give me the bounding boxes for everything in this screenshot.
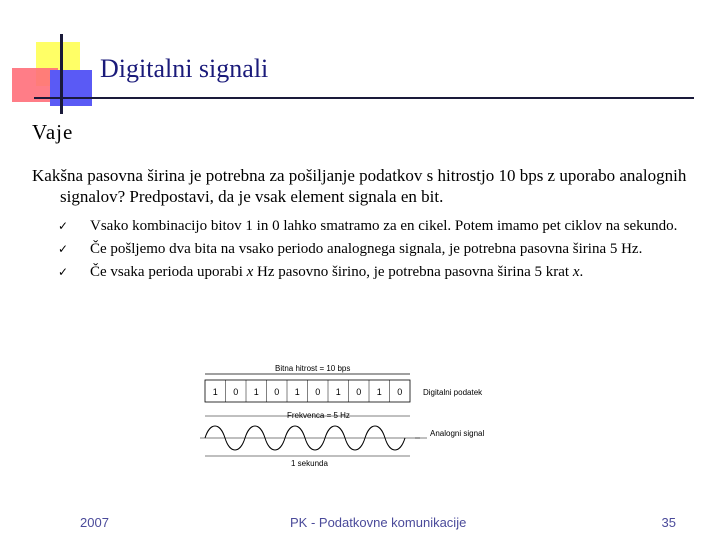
variable-x: x	[572, 264, 580, 280]
slide-title: Digitalni signali	[100, 54, 269, 83]
bullet-text: Vsako kombinacijo bitov 1 in 0 lahko smatramo za en cikel. Potem imamo pet ciklov na sekundo.	[90, 218, 678, 234]
list-item	[58, 261, 680, 284]
bullet-text: Če pošljemo dva bita na vsako periodo analognega signala, je potrebna pasovna širina 5 Hz.	[90, 241, 643, 257]
bullet-text-before: Če vsaka perioda uporabi	[90, 264, 247, 280]
slide-subtitle: Vaje	[32, 120, 74, 144]
digital-data-label: Digitalni podatek	[423, 388, 483, 397]
footer-course: PK - Podatkovne komunikacije	[290, 515, 467, 530]
footer-page: 35	[661, 515, 676, 530]
bit-value: 1	[212, 387, 218, 397]
bit-value: 0	[315, 387, 321, 397]
answer-list	[58, 215, 680, 284]
bit-value: 1	[335, 387, 341, 397]
bit-value: 0	[233, 387, 239, 397]
bit-value: 1	[294, 387, 300, 397]
checkmark-icon: ✓	[58, 242, 69, 256]
checkmark-icon: ✓	[58, 219, 69, 233]
bit-value: 0	[397, 387, 403, 397]
title-divider	[34, 97, 694, 99]
list-item	[58, 238, 680, 261]
frequency-label: Frekvenca = 5 Hz	[287, 411, 350, 420]
bit-value: 1	[376, 387, 382, 397]
logo-vertical-line	[60, 34, 63, 114]
bit-value: 0	[356, 387, 362, 397]
variable-x: x	[246, 264, 254, 280]
question-text: Kakšna pasovna širina je potrebna za pošiljanje podatkov s hitrostjo 10 bps z uporabo analognih signalov? Predpostavi, da je vsak element signala en bit.	[32, 166, 687, 206]
bullet-text-middle: Hz pasovno širino, je potrebna pasovna širina 5 krat	[253, 264, 573, 280]
time-label: 1 sekunda	[291, 459, 328, 468]
bit-value: 1	[253, 387, 259, 397]
bullet-text-after: .	[579, 264, 584, 280]
list-item	[58, 215, 680, 238]
analog-signal-label: Analogni signal	[430, 429, 485, 438]
signal-figure	[195, 360, 495, 475]
bit-rate-label: Bitna hitrost = 10 bps	[275, 364, 351, 373]
logo-square-blue	[50, 70, 92, 106]
footer-year: 2007	[80, 515, 109, 530]
bit-value: 0	[274, 387, 280, 397]
checkmark-icon: ✓	[58, 265, 69, 279]
